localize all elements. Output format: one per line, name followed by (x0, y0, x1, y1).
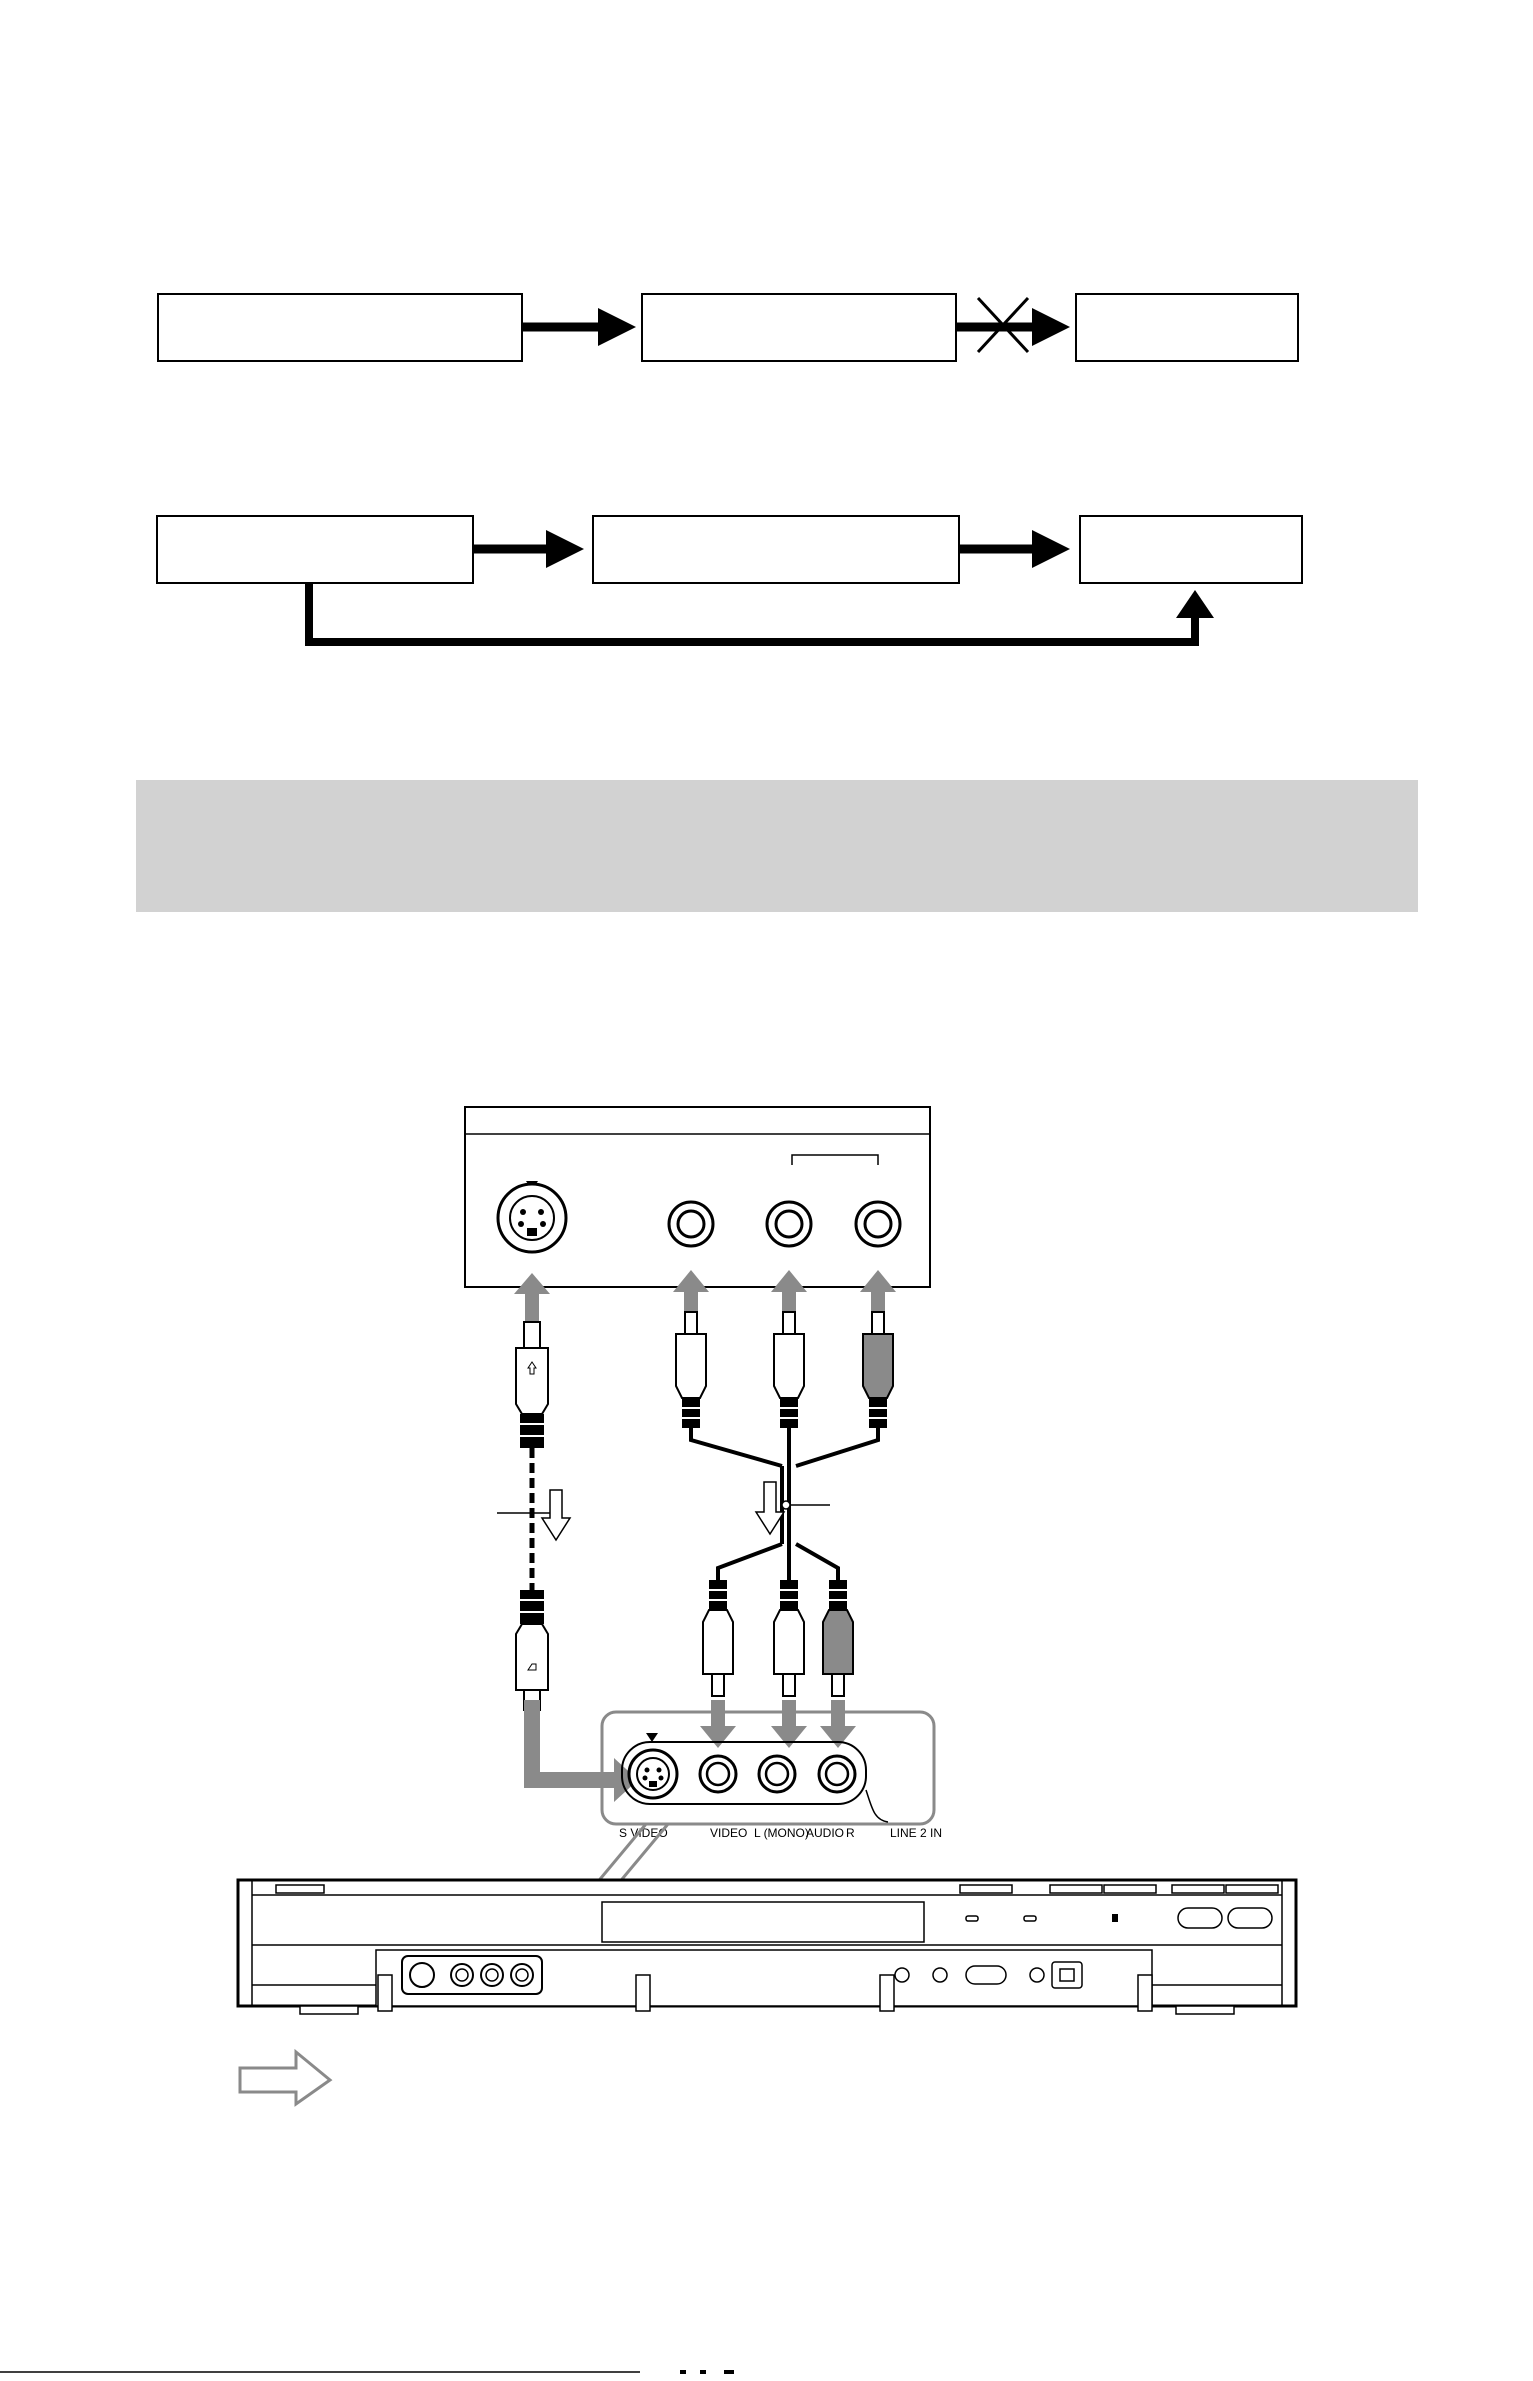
flow1-box-1 (158, 294, 522, 361)
flow2-box-2 (593, 516, 959, 583)
rca-plug-top-audio-r (863, 1312, 893, 1428)
av-cable (676, 1312, 893, 1696)
label-audio-l: L (MONO) (754, 1826, 809, 1840)
connection-arrows-bottom (524, 1700, 856, 1802)
rca-plug-bottom-video (703, 1580, 733, 1696)
flow-diagram-1 (158, 294, 1298, 361)
label-audio-r: R (846, 1826, 855, 1840)
flow1-arrow-1 (522, 308, 636, 346)
flow1-box-3 (1076, 294, 1298, 361)
recorder-audio-r-jack (819, 1756, 855, 1792)
equipment-jack-panel (465, 1107, 930, 1287)
flow2-box-3 (1080, 516, 1302, 583)
flow-diagram-2 (157, 516, 1302, 642)
label-s-video: S VIDEO (619, 1826, 668, 1840)
equipment-rca-jack-1 (669, 1202, 713, 1246)
power-button (276, 1885, 324, 1893)
recorder-front-view (238, 1880, 1296, 2014)
rca-plug-top-audio-l (774, 1312, 804, 1428)
flow2-arrow-2 (959, 530, 1070, 568)
rca-plug-bottom-audio-l (774, 1580, 804, 1696)
label-audio: AUDIO (806, 1826, 845, 1840)
rca-plug-bottom-audio-r (823, 1580, 853, 1696)
flow1-box-2 (642, 294, 956, 361)
label-video: VIDEO (710, 1826, 748, 1840)
recorder-s-video-jack (629, 1750, 677, 1798)
recorder-video-jack (700, 1756, 736, 1792)
flow1-arrow-2-blocked (956, 298, 1070, 352)
equipment-rca-jack-3 (856, 1202, 900, 1246)
front-s-video-jack (410, 1963, 434, 1987)
flow2-bypass-arrow (309, 583, 1214, 642)
rca-plug-top-video (676, 1312, 706, 1428)
recorder-audio-l-jack (759, 1756, 795, 1792)
equipment-s-video-jack (498, 1184, 566, 1252)
equipment-rca-jack-2 (767, 1202, 811, 1246)
signal-flow-legend-icon (240, 2052, 330, 2104)
disc-tray (602, 1902, 924, 1942)
s-video-cable (497, 1322, 570, 1710)
flow2-arrow-1 (473, 530, 584, 568)
flow2-box-1 (157, 516, 473, 583)
label-line-2-in: LINE 2 IN (890, 1826, 943, 1840)
